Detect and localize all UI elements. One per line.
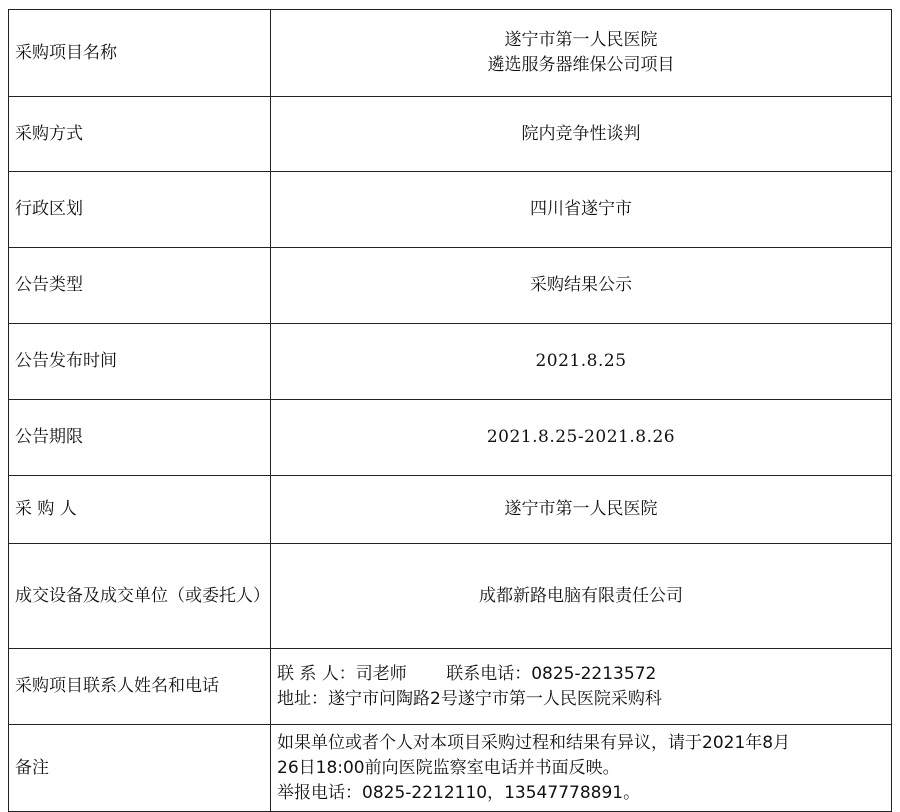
value-project-name bbox=[271, 10, 892, 97]
label-notice-type: 公告类型 bbox=[9, 248, 271, 324]
label-region: 行政区划 bbox=[9, 172, 271, 248]
label-method: 采购方式 bbox=[9, 97, 271, 172]
procurement-info-table bbox=[8, 9, 892, 812]
label-remarks: 备注 bbox=[9, 725, 271, 812]
value-region: 四川省遂宁市 bbox=[271, 172, 892, 248]
label-contact: 采购项目联系人姓名和电话 bbox=[9, 649, 271, 725]
row-purchaser bbox=[9, 476, 892, 544]
row-notice-period bbox=[9, 400, 892, 476]
value-purchaser: 遂宁市第一人民医院 bbox=[271, 476, 892, 544]
remarks-line3: 举报电话：0825-2212110，13547778891。 bbox=[277, 782, 641, 803]
label-purchaser: 采 购 人 bbox=[9, 476, 271, 544]
value-method: 院内竞争性谈判 bbox=[271, 97, 892, 172]
label-winner: 成交设备及成交单位（或委托人） bbox=[9, 544, 271, 649]
row-remarks bbox=[9, 725, 892, 812]
row-winner bbox=[9, 544, 892, 649]
row-project-name bbox=[9, 10, 892, 97]
value-publish-time: 2021.8.25 bbox=[271, 324, 892, 400]
value-notice-period: 2021.8.25-2021.8.26 bbox=[271, 400, 892, 476]
label-notice-period: 公告期限 bbox=[9, 400, 271, 476]
project-name-line1: 遂宁市第一人民医院 bbox=[504, 30, 658, 50]
label-publish-time: 公告发布时间 bbox=[9, 324, 271, 400]
row-region bbox=[9, 172, 892, 248]
project-name-line2: 遴选服务器维保公司项目 bbox=[487, 55, 675, 75]
remarks-line2: 26日18:00前向医院监察室电话并书面反映。 bbox=[277, 757, 620, 778]
value-winner: 成都新路电脑有限责任公司 bbox=[271, 544, 892, 649]
label-project-name: 采购项目名称 bbox=[9, 10, 271, 97]
contact-person-phone: 联 系 人：司老师 联系电话：0825-2213572 bbox=[277, 663, 657, 684]
row-contact bbox=[9, 649, 892, 725]
contact-address: 地址：遂宁市问陶路2号遂宁市第一人民医院采购科 bbox=[277, 688, 662, 709]
value-contact bbox=[271, 649, 892, 725]
value-notice-type: 采购结果公示 bbox=[271, 248, 892, 324]
row-publish-time bbox=[9, 324, 892, 400]
value-remarks bbox=[271, 725, 892, 812]
remarks-line1: 如果单位或者个人对本项目采购过程和结果有异议，请于2021年8月 bbox=[277, 732, 791, 753]
row-method bbox=[9, 97, 892, 172]
row-notice-type bbox=[9, 248, 892, 324]
